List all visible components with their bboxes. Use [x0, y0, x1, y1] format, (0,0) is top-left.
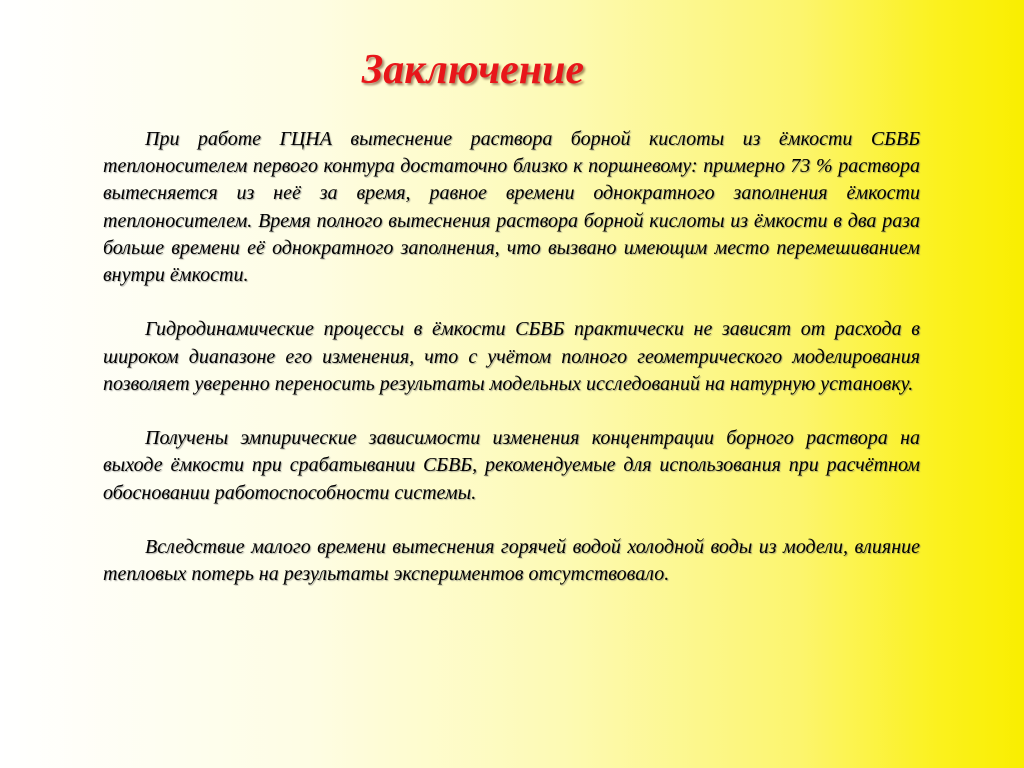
slide-title: Заключение	[361, 47, 585, 93]
paragraph-1: При работе ГЦНА вытеснение раствора борной кислоты из ёмкости СБВБ теплоносителем первого контура достаточно близко к поршневому: примерно 73 % раствора вытесняется из неё за время, равное времени однократного заполнения ёмкости теплоносителем. Время полного вытеснения раствора борной кислоты из ёмкости в два раза больше времени её однократного заполнения, что вызвано имеющим место перемешиванием внутри ёмкости.	[103, 128, 920, 287]
paragraph-3: Получены эмпирические зависимости изменения концентрации борного раствора на выходе ёмкости при срабатывании СБВБ, рекомендуемые для использования при расчётном обосновании работоспособности системы.	[103, 427, 920, 504]
slide-body	[103, 126, 920, 588]
paragraph-2: Гидродинамические процессы в ёмкости СБВБ практически не зависят от расхода в широком диапазоне его изменения, что с учётом полного геометрического моделирования позволяет уверенно переносить результаты модельных исследований на натурную установку.	[103, 318, 920, 395]
paragraph-4: Вследствие малого времени вытеснения горячей водой холодной воды из модели, влияние тепловых потерь на результаты экспериментов отсутствовало.	[103, 536, 920, 586]
